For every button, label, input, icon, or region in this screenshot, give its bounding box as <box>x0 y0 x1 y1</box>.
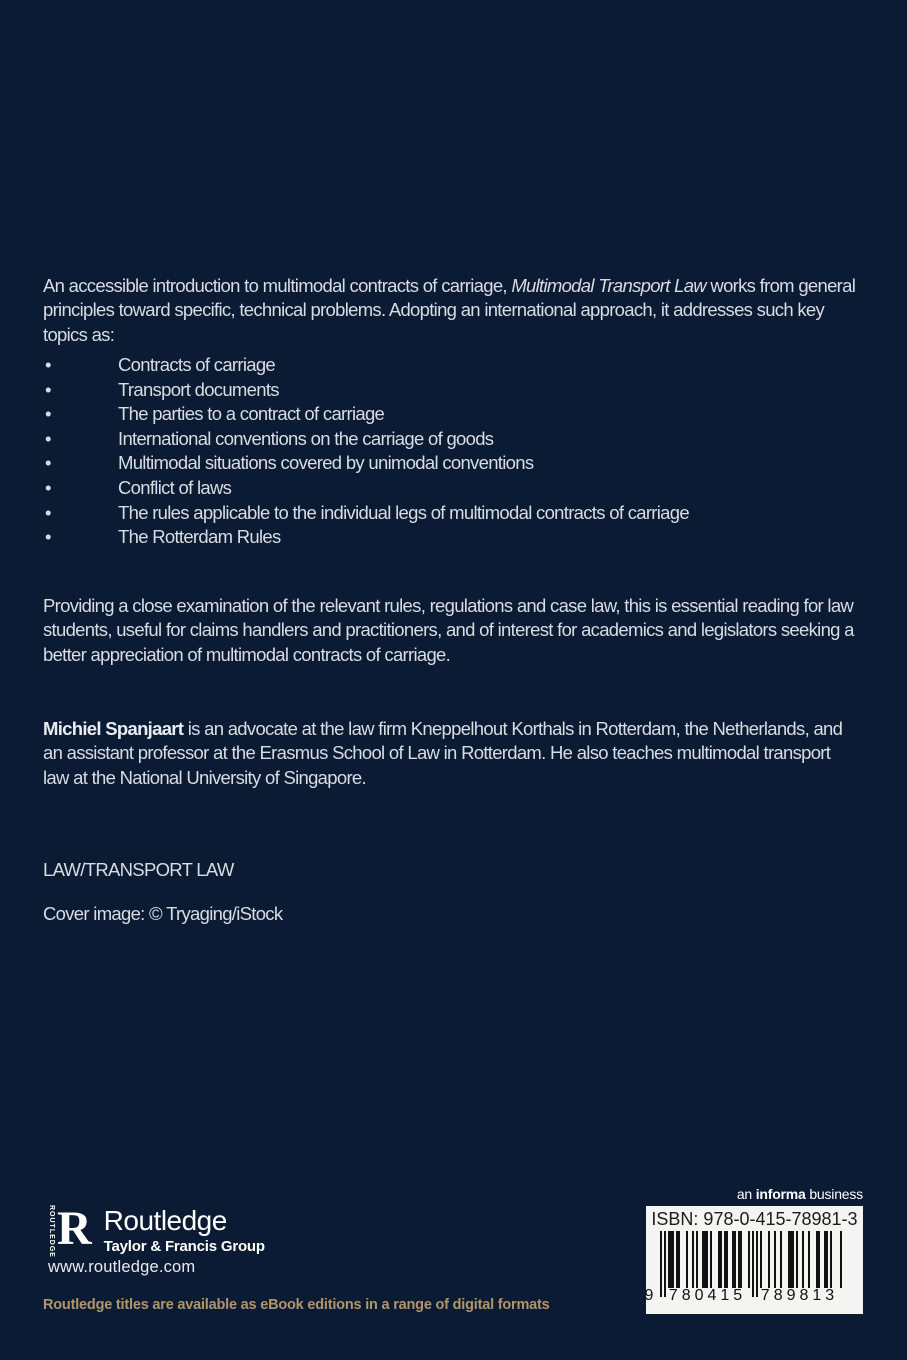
topic-item <box>43 402 858 427</box>
ean-digit-group1: 780415 <box>668 1287 747 1304</box>
summary-paragraph: Providing a close examination of the relevant rules, regulations and case law, this is essential reading for law students, useful for claims handlers and practitioners, and of interest for academics and legislators seeking a better appreciation of multimodal contracts of carriage. <box>43 594 854 665</box>
topic-label: International conventions on the carriage of goods <box>118 427 494 449</box>
topic-label: The parties to a contract of carriage <box>118 403 385 425</box>
bullet-marker: • <box>45 501 51 523</box>
bullet-marker: • <box>45 403 51 425</box>
bullet-marker: • <box>45 378 51 400</box>
topic-item <box>43 378 858 403</box>
ean-digit-group2: 789813 <box>760 1287 839 1304</box>
ean13-barcode <box>644 1231 850 1315</box>
routledge-r-icon: R <box>57 1202 92 1255</box>
topic-label: Conflict of laws <box>118 476 232 498</box>
bullet-marker: • <box>45 354 51 375</box>
informa-business: business <box>805 1186 863 1202</box>
informa-business-line <box>646 1186 863 1202</box>
topic-label: Contracts of carriage <box>118 354 276 375</box>
topic-item <box>43 501 858 526</box>
bullet-marker: • <box>45 452 51 474</box>
topic-item <box>43 353 858 378</box>
intro-text-before: An accessible introduction to multimodal contracts of carriage, <box>43 274 512 296</box>
topic-item <box>43 525 858 550</box>
category-label: LAW/TRANSPORT LAW <box>43 859 234 880</box>
ean-digit-first: 9 <box>644 1287 654 1304</box>
topic-item <box>43 476 858 501</box>
author-name: Michiel Spanjaart <box>43 717 184 739</box>
intro-text-after: works from general principles toward specific, technical problems. Adopting an international approach, it addresses such key topics as: <box>43 274 856 345</box>
topic-label: The rules applicable to the individual legs of multimodal contracts of carriage <box>118 501 689 523</box>
publisher-name: Routledge <box>103 1205 227 1236</box>
routledge-vertical-text: ROUTLEDGE <box>48 1205 55 1258</box>
bullet-marker: • <box>45 476 51 498</box>
topic-label: Multimodal situations covered by unimodal conventions <box>118 452 534 474</box>
publisher-group: Taylor & Francis Group <box>103 1238 265 1255</box>
informa-an: an <box>736 1186 756 1202</box>
topic-label: Transport documents <box>118 378 279 400</box>
bullet-marker: • <box>45 427 51 449</box>
topic-item <box>43 451 858 476</box>
author-bio-paragraph <box>43 717 858 791</box>
isbn-label: ISBN: 978-0-415-78981-3 <box>651 1209 858 1229</box>
publisher-names <box>104 1203 265 1257</box>
isbn-barcode-box <box>646 1206 863 1314</box>
topics-list <box>43 353 858 550</box>
ebook-availability-note: Routledge titles are available as eBook editions in a range of digital formats <box>43 1297 550 1313</box>
topic-item <box>43 427 858 452</box>
bullet-marker: • <box>45 526 51 548</box>
author-bio-text: is an advocate at the law firm Kneppelhout Korthals in Rotterdam, the Netherlands, and an assistant professor at the Erasmus School of Law in Rotterdam. He also teaches multimodal transport law at the National University of Singapore. <box>43 717 843 788</box>
cover-image-credit: Cover image: © Tryaging/iStock <box>43 903 283 924</box>
routledge-logo <box>46 1203 265 1257</box>
informa-bold: informa <box>755 1186 806 1202</box>
intro-paragraph <box>43 274 858 348</box>
topic-label: The Rotterdam Rules <box>118 526 281 548</box>
book-title-italic: Multimodal Transport Law <box>511 274 706 296</box>
publisher-website: www.routledge.com <box>48 1258 196 1276</box>
